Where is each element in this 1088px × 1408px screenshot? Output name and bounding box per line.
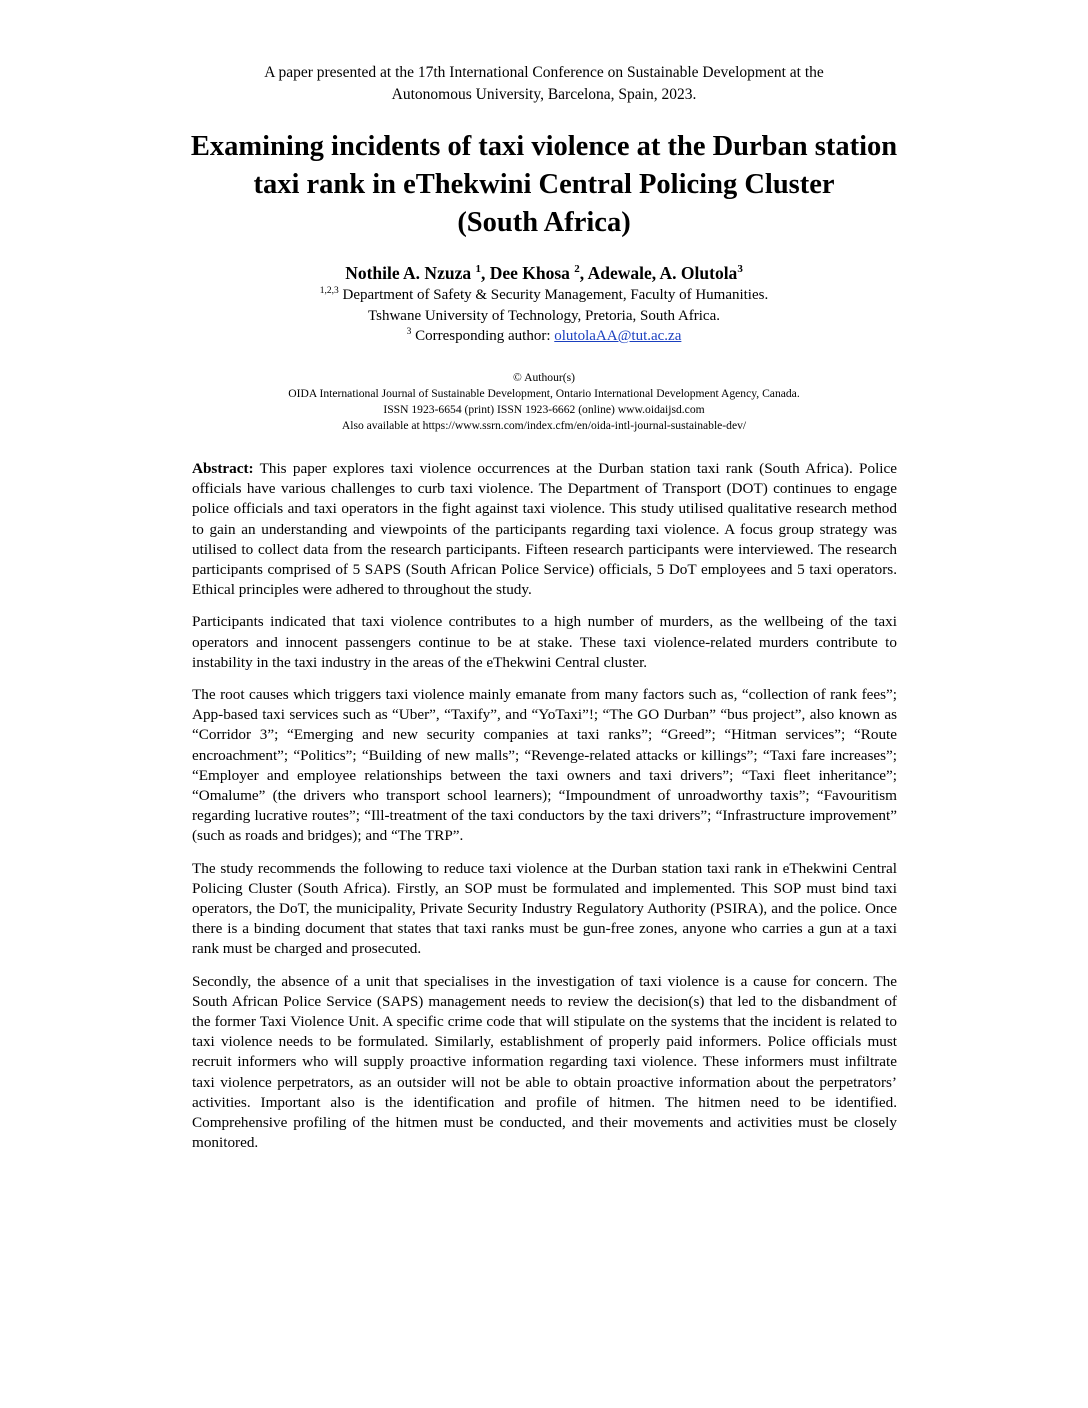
corresponding-author-line (150, 326, 938, 347)
issn-line: ISSN 1923-6654 (print) ISSN 1923-6662 (online) www.oidaijsd.com (383, 403, 705, 416)
abstract-paragraph-5: Secondly, the absence of a unit that specialises in the investigation of taxi violence is a cause for concern. The South African Police Service (SAPS) management needs to review the decision(s) that led to the disbandment of the former Taxi Violence Unit. A specific crime code that will stipulate on the systems that the incident is related to taxi violence needs to be formulated. Similarly, establishment of properly paid informers. Police officials must recruit informers who will supply proactive information regarding taxi violence. These informers must infiltrate taxi violence perpetrators, as an outsider will not be able to obtain proactive information about the perpetrators’ activities. Important also is the identification and profile of hitmen. The hitmen need to be identified. Comprehensive profiling of the hitmen must be conducted, and their movements and activities must be closely monitored. (192, 972, 897, 1152)
journal-name-line: OIDA International Journal of Sustainable Development, Ontario International Development Agency, Canada. (288, 387, 800, 400)
author-1-name: Nothile A. Nzuza (345, 263, 476, 283)
author-3-mark: 3 (737, 263, 743, 276)
author-2-name: , Dee Khosa (480, 263, 575, 283)
author-3-name: , Adewale, A. Olutola (579, 263, 738, 283)
title-line-1: Examining incidents of taxi violence at the Durban station (190, 131, 898, 162)
department-line (150, 285, 938, 306)
abstract-paragraph-1-text: This paper explores taxi violence occurrences at the Durban station taxi rank (South Africa). Police officials have various challenges to curb taxi violence. The Department of Transport (DOT) continues to engage police officials and taxi operators in the fight against taxi violence. This study utilised qualitative research method to gain an understanding and viewpoints of the participants regarding taxi violence. A focus group strategy was utilised to collect data from the research participants. Fifteen research participants were interviewed. The research participants comprised of 5 SAPS (South African Police Service) officials, 5 DoT employees and 5 taxi operators. Ethical principles were adhered to throughout the study. (192, 460, 897, 599)
journal-info (150, 370, 938, 434)
abstract-paragraph-1 (192, 459, 897, 600)
author-1-mark: 1 (475, 263, 481, 276)
corresponding-label: Corresponding author: (411, 328, 555, 344)
title-line-3: (South Africa) (457, 207, 631, 238)
copyright-line: © Authour(s) (513, 371, 575, 384)
author-2-mark: 2 (574, 263, 580, 276)
abstract-label: Abstract: (192, 460, 254, 477)
abstract-section (192, 459, 897, 1166)
university-line: Tshwane University of Technology, Pretoria, South Africa. (368, 307, 720, 324)
paper-title (110, 128, 978, 242)
conference-line-1: A paper presented at the 17th International Conference on Sustainable Development at the (264, 64, 824, 81)
corresponding-mark: 3 (406, 327, 412, 337)
conference-note (150, 62, 938, 106)
abstract-paragraph-4: The study recommends the following to reduce taxi violence at the Durban station taxi rank in eThekwini Central Policing Cluster (South Africa). Firstly, an SOP must be formulated and implemented. This SOP must bind taxi operators, the DoT, the municipality, Private Security Industry Regulatory Authority (PSIRA), and the police. Once there is a binding document that states that taxi ranks must be gun-free zones, anyone who carries a gun at a taxi rank must be charged and prosecuted. (192, 859, 897, 958)
availability-line: Also available at https://www.ssrn.com/index.cfm/en/oida-intl-journal-sustainable-dev/ (341, 419, 747, 432)
conference-line-2: Autonomous University, Barcelona, Spain, 2023. (391, 86, 697, 103)
department-mark: 1,2,3 (319, 286, 339, 296)
corresponding-email-link[interactable]: olutolaAA@tut.ac.za (554, 328, 682, 344)
author-list (150, 262, 938, 284)
abstract-paragraph-3: The root causes which triggers taxi violence mainly emanate from many factors such as, “collection of rank fees”; App-based taxi services such as “Uber”, “Taxify”, and “YoTaxi”!; “The GO Durban” “bus project”, also known as “Corridor 3”; “Emerging and new security companies at taxi ranks”; “Greed”; “Hitman services”; “Route encroachment”; “Politics”; “Building of new malls”; “Revenge-related attacks or killings”; “Taxi fare increases”; “Employer and employee relationships between the taxi owners and taxi drivers”; “Taxi fleet inheritance”; “Omalume” (the drivers who transport school learners); “Impoundment of unroadworthy taxis”; “Favouritism regarding lucrative routes”; “Ill-treatment of the taxi conductors by the taxi drivers”; “Infrastructure improvement” (such as roads and bridges); and “The TRP”. (192, 686, 897, 845)
department-text: Department of Safety & Security Management, Faculty of Humanities. (338, 287, 769, 303)
abstract-paragraph-2: Participants indicated that taxi violence contributes to a high number of murders, as the wellbeing of the taxi operators and innocent passengers continue to be at stake. These taxi violence-related murders contribute to instability in the taxi industry in the areas of the eThekwini Central cluster. (192, 613, 897, 671)
title-line-2: taxi rank in eThekwini Central Policing Cluster (253, 169, 835, 200)
affiliations (150, 285, 938, 347)
